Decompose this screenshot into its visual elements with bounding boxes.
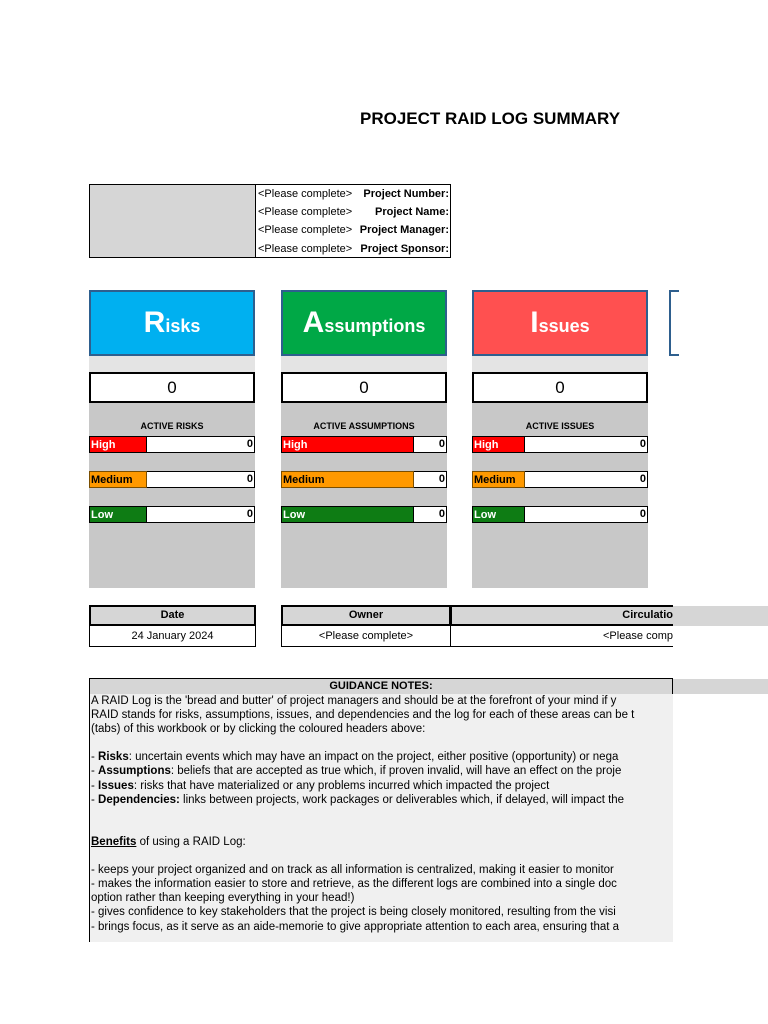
dependencies-header-button[interactable] (669, 290, 679, 356)
assumptions-header-button[interactable] (281, 290, 447, 356)
risks-header-initial: R (143, 306, 166, 339)
guidance-line: A RAID Log is the 'bread and butter' of project managers and should be at the forefront of your mind if y (91, 695, 617, 707)
benefit-line: - makes the information easier to store and retrieve, as the different logs are combined into a single doc (91, 878, 617, 891)
assumptions-medium-value: 0 (414, 471, 447, 488)
risks-medium-row (89, 471, 255, 488)
issues-medium-row (472, 471, 648, 488)
guidance-header: GUIDANCE NOTES: (89, 678, 673, 694)
risks-medium-value: 0 (147, 471, 255, 488)
benefit-line: option rather than keeping everything in your head!) (91, 892, 355, 905)
high-label: High (89, 436, 147, 453)
assumptions-high-row (281, 436, 447, 453)
assumptions-high-value: 0 (414, 436, 447, 453)
owner-value[interactable]: <Please complete> (281, 626, 451, 647)
assumptions-medium-row (281, 471, 447, 488)
guidance-benefits-line (90, 835, 673, 849)
medium-label: Medium (281, 471, 414, 488)
guidance-overflow-strip (673, 679, 768, 694)
card-spacer (472, 356, 648, 372)
issues-header-rest: ssues (538, 316, 590, 336)
assumptions-term: Assumptions (98, 765, 171, 778)
issues-term: Issues (98, 779, 134, 792)
benefits-term: Benefits (91, 835, 137, 848)
high-label: High (472, 436, 525, 453)
risks-term: Risks (98, 751, 129, 764)
project-manager-value[interactable]: <Please complete> (258, 224, 353, 236)
risks-high-value: 0 (147, 436, 255, 453)
project-number-value[interactable]: <Please complete> (258, 188, 353, 200)
issues-count: 0 (472, 372, 648, 403)
assumptions-header-rest: ssumptions (324, 316, 426, 336)
guidance-blank (90, 736, 673, 750)
benefit-line: - gives confidence to key stakeholders that the project is being closely monitored, resulting from the visi (91, 906, 616, 919)
guidance-assumptions-line: - Assumptions: beliefs that are accepted as true which, if proven invalid, will have an effect on the proje (91, 765, 622, 778)
guidance-risks-line: - Risks: uncertain events which may have an impact on the project, either positive (opportunity) or nega (91, 751, 619, 764)
active-assumptions-label: ACTIVE ASSUMPTIONS (313, 421, 415, 431)
assumptions-low-row (281, 506, 447, 523)
benefit-line: - keeps your project organized and on track as all information is centralized, making it easier to monitor (91, 864, 614, 877)
issues-header-initial: I (530, 306, 539, 339)
project-info-labels (90, 185, 256, 257)
assumptions-definition: : beliefs that are accepted as true which, if proven invalid, will have an effect on the proje (170, 765, 622, 778)
project-sponsor-value[interactable]: <Please complete> (258, 243, 353, 255)
high-label: High (281, 436, 414, 453)
assumptions-card (281, 290, 447, 588)
project-sponsor-label: Project Sponsor: (360, 243, 449, 255)
dependencies-term: Dependencies: (98, 793, 180, 806)
issues-medium-value: 0 (525, 471, 648, 488)
low-label: Low (89, 506, 147, 523)
risks-header-button[interactable] (89, 290, 255, 356)
project-name-value[interactable]: <Please complete> (258, 206, 353, 218)
guidance-issues-line: - Issues: risks that have materialized or any problems incurred which impacted the project (91, 779, 550, 792)
owner-header: Owner (281, 605, 451, 626)
card-spacer (89, 356, 255, 372)
guidance-blank (90, 821, 673, 835)
benefit-line: - brings focus, as it serve as an aide-memorie to give appropriate attention to each area, ensuring that a (91, 920, 620, 933)
guidance-blank (90, 807, 673, 821)
guidance-dependencies-line: - Dependencies: links between projects, work packages or deliverables which, if delayed, will impact the (91, 793, 625, 806)
issues-card (472, 290, 648, 588)
date-value[interactable]: 24 January 2024 (89, 626, 256, 647)
assumptions-low-value: 0 (414, 506, 447, 523)
guidance-notes (89, 694, 673, 942)
date-header: Date (89, 605, 256, 626)
issues-header-button[interactable] (472, 290, 648, 356)
issues-high-value: 0 (525, 436, 648, 453)
page-title: PROJECT RAID LOG SUMMARY (360, 109, 621, 128)
low-label: Low (472, 506, 525, 523)
project-name-label: Project Name: (375, 206, 449, 218)
risks-high-row (89, 436, 255, 453)
guidance-line: RAID stands for risks, assumptions, issues, and dependencies and the log for each of these areas can be t (91, 709, 635, 722)
guidance-blank (90, 849, 673, 863)
circulation-value[interactable]: <Please comp (450, 626, 673, 647)
risks-low-row (89, 506, 255, 523)
project-manager-label: Project Manager: (359, 224, 449, 236)
medium-label: Medium (472, 471, 525, 488)
issues-definition: : risks that have materialized or any problems incurred which impacted the project (133, 779, 550, 792)
assumptions-header-initial: A (302, 306, 325, 339)
project-number-label: Project Number: (363, 188, 449, 200)
dependencies-definition: links between projects, work packages or deliverables which, if delayed, will impact the (179, 793, 625, 806)
card-spacer (281, 356, 447, 372)
benefits-intro: of using a RAID Log: (136, 835, 246, 848)
issues-low-row (472, 506, 648, 523)
low-label: Low (281, 506, 414, 523)
medium-label: Medium (89, 471, 147, 488)
guidance-line: (tabs) of this workbook or by clicking the coloured headers above: (91, 723, 426, 736)
issues-high-row (472, 436, 648, 453)
risks-definition: : uncertain events which may have an impact on the project, either positive (opportunity) or nega (128, 751, 619, 764)
header-overflow-strip (673, 606, 768, 626)
active-issues-label: ACTIVE ISSUES (525, 421, 595, 431)
circulation-header: Circulatio (450, 605, 673, 626)
issues-low-value: 0 (525, 506, 648, 523)
risks-header-rest: isks (165, 316, 201, 336)
project-info-table (89, 184, 451, 258)
risks-card (89, 290, 255, 588)
active-risks-label: ACTIVE RISKS (140, 421, 204, 431)
risks-count: 0 (89, 372, 255, 403)
risks-low-value: 0 (147, 506, 255, 523)
assumptions-count: 0 (281, 372, 447, 403)
